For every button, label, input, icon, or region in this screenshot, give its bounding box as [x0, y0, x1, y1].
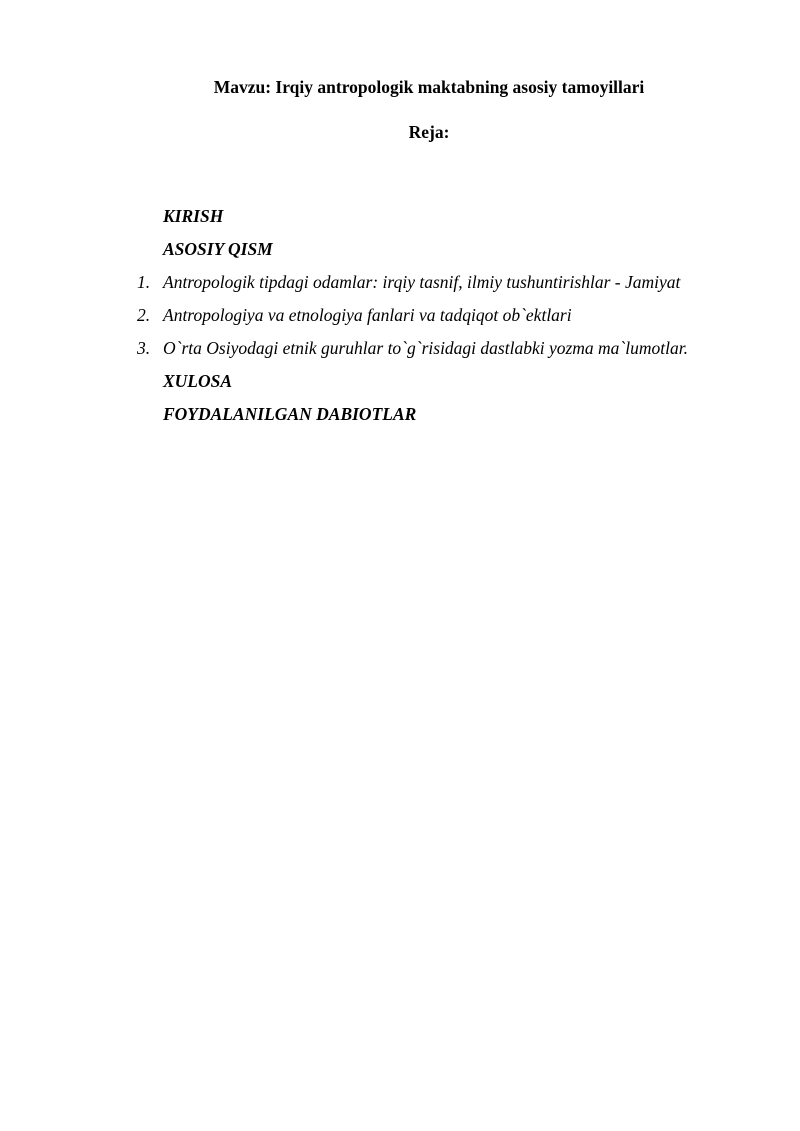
toc-item-number: 1.	[137, 272, 151, 292]
toc-item-number: 3.	[137, 338, 151, 358]
toc-item-text: Antropologiya va etnologiya fanlari va tadqiqot ob`ektlari	[163, 305, 572, 325]
toc-references-label: FOYDALANILGAN DABIOTLAR	[163, 404, 417, 424]
toc-item-text: O`rta Osiyodagi etnik guruhlar to`g`risidagi dastlabki yozma ma`lumotlar.	[163, 338, 688, 358]
toc-item-text: Antropologik tipdagi odamlar: irqiy tasnif, ilmiy tushuntirishlar - Jamiyat	[163, 272, 681, 292]
toc-item-number: 2.	[137, 305, 151, 325]
plan-heading: Reja:	[408, 122, 450, 142]
toc-item	[0, 304, 800, 337]
toc-item	[0, 271, 800, 304]
toc-intro	[0, 205, 800, 238]
toc-intro-label: KIRISH	[163, 206, 224, 226]
toc-conclusion-label: XULOSA	[163, 371, 233, 391]
document-title: Mavzu: Irqiy antropologik maktabning asosiy tamoyillari	[213, 77, 645, 97]
table-of-contents	[0, 205, 800, 436]
toc-main-part-label: ASOSIY QISM	[163, 239, 273, 259]
toc-references	[0, 403, 800, 436]
toc-item	[0, 337, 800, 370]
toc-main-part	[0, 238, 800, 271]
toc-conclusion	[0, 370, 800, 403]
